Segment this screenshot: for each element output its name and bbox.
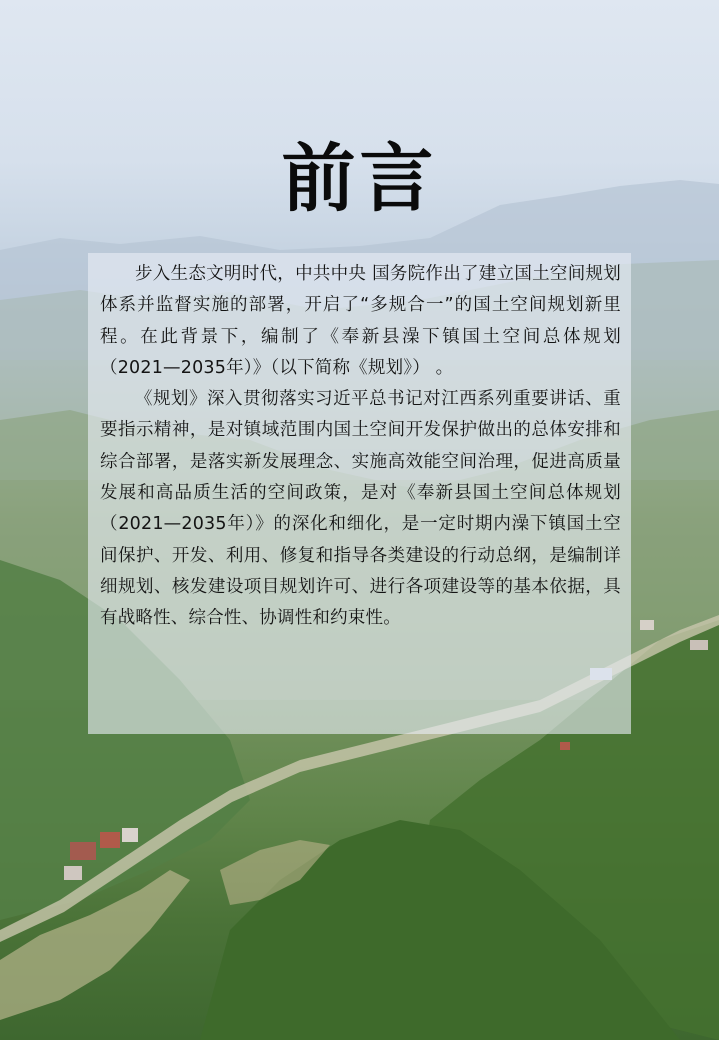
preface-paragraph-1: 步入生态文明时代，中共中央 国务院作出了建立国土空间规划体系并监督实施的部署，开启了“多规合一”的国土空间规划新里程。在此背景下，编制了《奉新县澡下镇国土空间总体规划（2021—2035年）》（以下简称《规划》） 。 bbox=[100, 264, 621, 378]
preface-text-box bbox=[88, 253, 631, 734]
page-title: 前言 bbox=[281, 135, 438, 222]
preface-paragraph-2: 《规划》深入贯彻落实习近平总书记对江西系列重要讲话、重要指示精神，是对镇域范围内国土空间开发保护做出的总体安排和综合部署，是落实新发展理念、实施高效能空间治理，促进高质量发展和高品质生活的空间政策，是对《奉新县国土空间总体规划（2021—2035年）》的深化和细化，是一定时期内澡下镇国土空间保护、开发、利用、修复和指导各类建设的行动总纲，是编制详细规划、核发建设项目规划许可、进行各项建设等的基本依据，具有战略性、综合性、协调性和约束性。 bbox=[100, 389, 621, 629]
